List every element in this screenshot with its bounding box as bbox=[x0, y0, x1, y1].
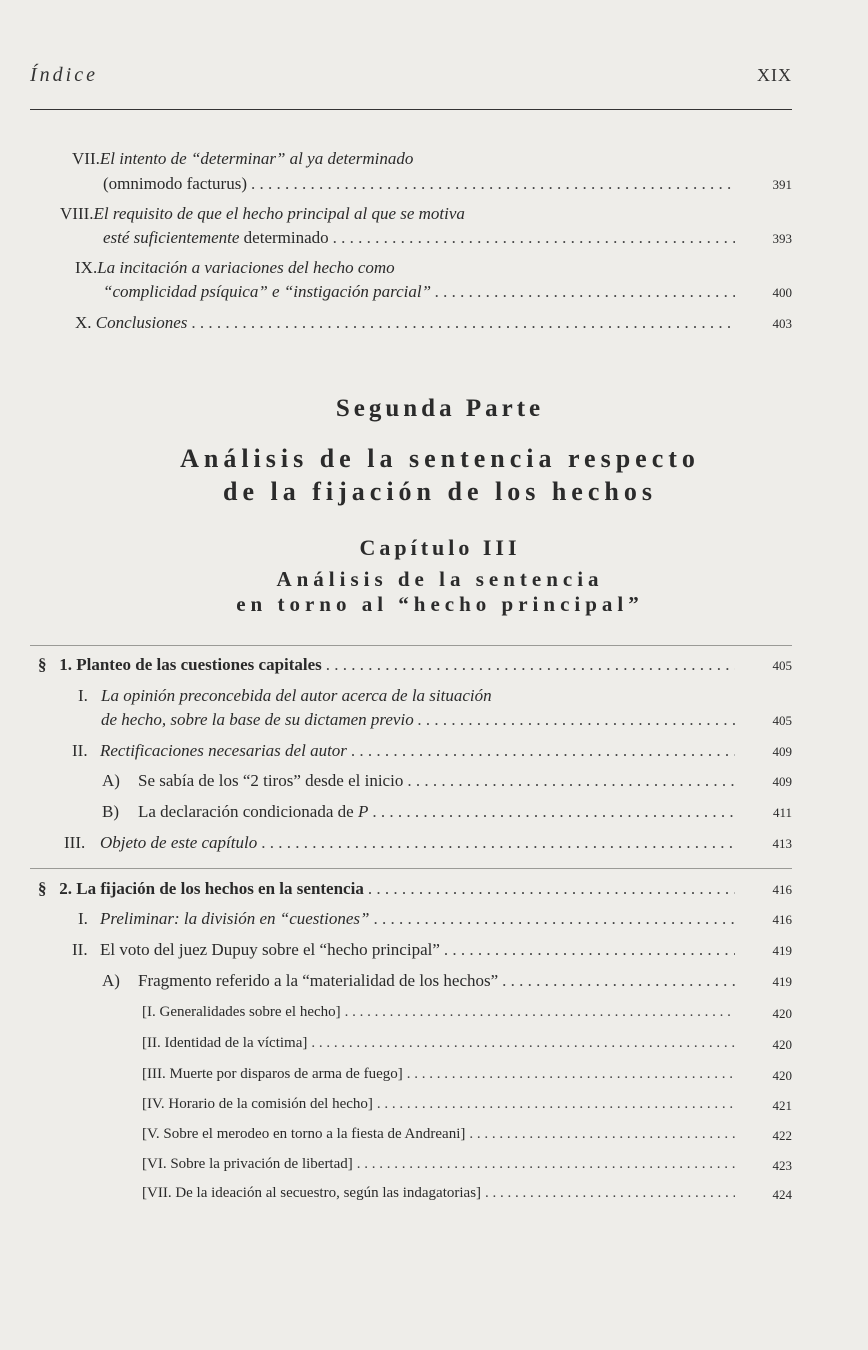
leader-dots bbox=[326, 652, 735, 677]
running-head bbox=[30, 64, 792, 87]
subentry-page: 421 bbox=[772, 1098, 792, 1113]
subentry-title: [VI. Sobre la privación de libertad] bbox=[142, 1156, 353, 1172]
entry-title-cont: (omnimodo facturus) bbox=[103, 174, 247, 193]
entry-title: El intento de “determinar” al ya determinado bbox=[99, 149, 414, 168]
entry-title-italic: P bbox=[357, 802, 369, 821]
leader-dots bbox=[311, 1031, 735, 1056]
entry-page: 411 bbox=[772, 805, 792, 820]
leader-dots bbox=[372, 799, 735, 824]
entry-label: II. bbox=[72, 940, 88, 959]
entry-page: 409 bbox=[772, 774, 792, 789]
leader-dots bbox=[373, 906, 735, 931]
entry-page: 393 bbox=[772, 231, 792, 246]
entry-title: Se sabía de los “2 tiros” desde el inicio bbox=[138, 771, 404, 790]
entry-label: I. bbox=[78, 909, 88, 928]
section-divider bbox=[30, 645, 792, 646]
leader-dots bbox=[469, 1122, 735, 1147]
running-head-title: Índice bbox=[30, 64, 98, 86]
part-label: Segunda Parte bbox=[335, 395, 545, 422]
entry-page: 403 bbox=[772, 316, 792, 331]
entry-title: Preliminar: la división en “cuestiones” bbox=[100, 909, 370, 928]
entry-title: Fragmento referido a la “materialidad de los hechos” bbox=[138, 971, 499, 990]
leader-dots bbox=[407, 1062, 735, 1087]
entry-label: A) bbox=[102, 971, 120, 990]
entry-label: B) bbox=[102, 802, 119, 821]
leader-dots bbox=[435, 279, 735, 304]
entry-title-cont: de hecho, sobre la base de su dictamen previo bbox=[101, 710, 414, 729]
leader-dots bbox=[351, 738, 735, 763]
section-mark: § bbox=[38, 655, 47, 674]
page-number-roman: XIX bbox=[757, 65, 792, 85]
leader-dots bbox=[407, 768, 735, 793]
section-number: 2. bbox=[59, 879, 72, 898]
entry-label: VII. bbox=[72, 149, 100, 168]
entry-title: La opinión preconcebida del autor acerca de la situación bbox=[101, 686, 492, 705]
header-rule bbox=[30, 109, 792, 110]
section-title: Planteo de las cuestiones capitales bbox=[76, 655, 322, 674]
leader-dots bbox=[368, 876, 735, 901]
subentry-title: [I. Generalidades sobre el hecho] bbox=[142, 1004, 341, 1020]
entry-label: I. bbox=[78, 686, 88, 705]
leader-dots bbox=[377, 1092, 735, 1117]
entry-title: El requisito de que el hecho principal al que se motiva bbox=[93, 204, 465, 223]
entry-title-cont: determinado bbox=[239, 228, 329, 247]
entry-title: El voto del juez Dupuy sobre el “hecho principal” bbox=[100, 940, 440, 959]
entry-page: 391 bbox=[772, 177, 792, 192]
entry-label: VIII. bbox=[60, 204, 94, 223]
leader-dots bbox=[345, 1000, 735, 1025]
section-page: 405 bbox=[772, 658, 792, 673]
leader-dots bbox=[502, 968, 735, 993]
leader-dots bbox=[261, 830, 735, 855]
entry-title: La declaración condicionada de bbox=[138, 802, 358, 821]
subentry-title: [III. Muerte por disparos de arma de fuego] bbox=[142, 1066, 403, 1082]
entry-title-cont-italic: esté suficientemente bbox=[103, 228, 240, 247]
subentry-title: [V. Sobre el merodeo en torno a la fiesta de Andreani] bbox=[142, 1126, 466, 1142]
entry-page: 416 bbox=[772, 912, 792, 927]
leader-dots bbox=[444, 937, 735, 962]
subentry-title: [VII. De la ideación al secuestro, según las indagatorias] bbox=[142, 1185, 482, 1201]
entry-label: II. bbox=[72, 741, 88, 760]
entry-page: 419 bbox=[772, 943, 792, 958]
part-title-line1: Análisis de la sentencia respecto bbox=[180, 444, 700, 473]
entry-label: A) bbox=[102, 771, 120, 790]
entry-page: 413 bbox=[772, 836, 792, 851]
subentry-page: 420 bbox=[772, 1068, 792, 1083]
entry-label: III. bbox=[64, 833, 86, 852]
subentry-title: [IV. Horario de la comisión del hecho] bbox=[142, 1096, 373, 1112]
section-page: 416 bbox=[772, 882, 792, 897]
entry-page: 400 bbox=[772, 285, 792, 300]
leader-dots bbox=[357, 1152, 735, 1177]
part-title-line2: de la fijación de los hechos bbox=[223, 477, 657, 506]
entry-label: X. bbox=[75, 313, 92, 332]
subentry-title: [II. Identidad de la víctima] bbox=[142, 1035, 308, 1051]
section-title: La fijación de los hechos en la sentencia bbox=[76, 879, 364, 898]
section-divider bbox=[30, 868, 792, 869]
entry-page: 409 bbox=[772, 744, 792, 759]
subentry-page: 420 bbox=[772, 1037, 792, 1052]
leader-dots bbox=[251, 171, 735, 196]
subentry-page: 422 bbox=[772, 1128, 792, 1143]
entry-title: Conclusiones bbox=[95, 313, 188, 332]
entry-page: 405 bbox=[772, 713, 792, 728]
entry-label: IX. bbox=[75, 258, 98, 277]
subentry-page: 424 bbox=[772, 1187, 792, 1202]
chapter-title-line2: en torno al “hecho principal” bbox=[236, 592, 644, 616]
chapter-title-line1: Análisis de la sentencia bbox=[276, 567, 604, 591]
entry-title: La incitación a variaciones del hecho como bbox=[97, 258, 395, 277]
entry-page: 419 bbox=[772, 974, 792, 989]
entry-title: Rectificaciones necesarias del autor bbox=[100, 741, 347, 760]
section-number: 1. bbox=[59, 655, 72, 674]
entry-title: Objeto de este capítulo bbox=[100, 833, 258, 852]
leader-dots bbox=[485, 1181, 735, 1206]
chapter-label: Capítulo III bbox=[359, 535, 521, 560]
section-mark: § bbox=[38, 879, 47, 898]
leader-dots bbox=[191, 310, 735, 335]
entry-title-cont: “complicidad psíquica” e “instigación parcial” bbox=[103, 282, 432, 301]
subentry-page: 420 bbox=[772, 1006, 792, 1021]
subentry-page: 423 bbox=[772, 1158, 792, 1173]
leader-dots bbox=[333, 225, 735, 250]
leader-dots bbox=[418, 707, 735, 732]
